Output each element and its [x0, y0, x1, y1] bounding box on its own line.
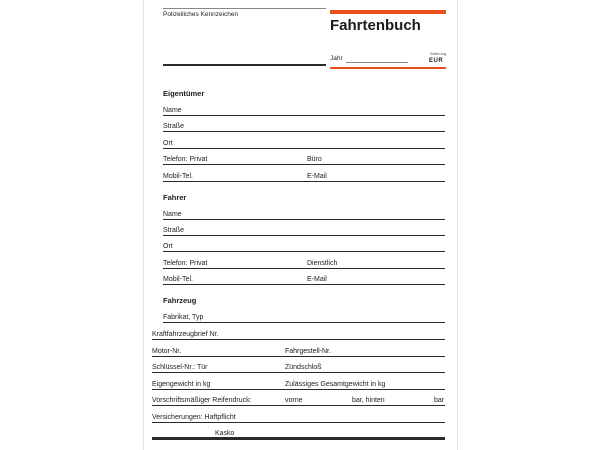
kfz-brief-field[interactable]	[152, 339, 445, 340]
eigentuemer-ort-label: Ort	[163, 140, 173, 147]
fahrer-strasse-label: Straße	[163, 227, 185, 234]
fahrer-ort-label: Ort	[163, 243, 173, 250]
fahrer-mobil-field[interactable]	[163, 284, 445, 285]
fahrer-name-field[interactable]	[163, 219, 445, 220]
fahrgestell-nr-label: Fahrgestell-Nr.	[285, 348, 331, 355]
haftpflicht-field[interactable]	[152, 422, 445, 423]
gewicht-field[interactable]	[152, 389, 445, 390]
waehrung-small-label: Währung	[430, 51, 447, 56]
fahrzeug-heading: Fahrzeug	[163, 296, 197, 305]
reifendruck-label: Vorschriftsmäßiger Reifendruck:	[152, 397, 252, 404]
kennzeichen-field-line[interactable]	[163, 64, 326, 66]
currency-label: EUR	[429, 58, 444, 64]
eigengewicht-label: Eigengewicht in kg	[152, 381, 211, 388]
eigentuemer-buero-label: Büro	[307, 156, 322, 163]
eigentuemer-telefon-field[interactable]	[163, 164, 445, 165]
eigentuemer-mobil-field[interactable]	[163, 181, 445, 182]
eigentuemer-name-field[interactable]	[163, 115, 445, 116]
page-title: Fahrtenbuch	[330, 17, 421, 34]
header-accent-rule	[330, 67, 446, 69]
jahr-field-line[interactable]	[346, 62, 408, 63]
reifendruck-bar-label: bar	[434, 397, 445, 404]
reifendruck-field[interactable]	[152, 405, 445, 406]
reifendruck-vorne-label: vorne	[285, 397, 303, 404]
schluessel-nr-field[interactable]	[152, 372, 445, 373]
title-accent-bar	[330, 10, 446, 14]
kennzeichen-label: Polizeiliches Kennzeichen	[163, 11, 239, 18]
motor-nr-label: Motor-Nr.	[152, 348, 182, 355]
fahrer-heading: Fahrer	[163, 193, 187, 202]
kfz-brief-label: Kraftfahrzeugbrief Nr.	[152, 331, 219, 338]
eigentuemer-strasse-label: Straße	[163, 123, 185, 130]
gesamtgewicht-label: Zulässiges Gesamtgewicht in kg	[285, 381, 386, 388]
fahrer-dienstlich-label: Dienstlich	[307, 260, 338, 267]
eigentuemer-heading: Eigentümer	[163, 89, 205, 98]
jahr-label: Jahr	[330, 55, 343, 62]
eigentuemer-strasse-field[interactable]	[163, 131, 445, 132]
eigentuemer-mobil-label: Mobil-Tel.	[163, 173, 193, 180]
kasko-field[interactable]	[152, 437, 445, 440]
zuendschloss-label: Zündschloß	[285, 364, 322, 371]
motor-nr-field[interactable]	[152, 356, 445, 357]
fahrer-strasse-field[interactable]	[163, 235, 445, 236]
eigentuemer-email-label: E-Mail	[307, 173, 327, 180]
fahrer-telefon-field[interactable]	[163, 268, 445, 269]
fahrer-mobil-label: Mobil-Tel.	[163, 276, 193, 283]
eigentuemer-telefon-label: Telefon: Privat	[163, 156, 208, 163]
reifendruck-hinten-label: bar, hinten	[352, 397, 385, 404]
schluessel-nr-label: Schlüssel-Nr.: Tür	[152, 364, 208, 371]
kennzeichen-top-rule	[163, 8, 326, 9]
eigentuemer-name-label: Name	[163, 107, 182, 114]
fabrikat-label: Fabrikat, Typ	[163, 314, 204, 321]
fahrer-ort-field[interactable]	[163, 251, 445, 252]
kasko-label: Kasko	[215, 430, 235, 437]
fabrikat-field[interactable]	[163, 322, 445, 323]
eigentuemer-ort-field[interactable]	[163, 148, 445, 149]
fahrer-name-label: Name	[163, 211, 182, 218]
fahrer-telefon-label: Telefon: Privat	[163, 260, 208, 267]
versicherungen-label: Versicherungen: Haftpflicht	[152, 414, 236, 421]
fahrer-email-label: E-Mail	[307, 276, 327, 283]
